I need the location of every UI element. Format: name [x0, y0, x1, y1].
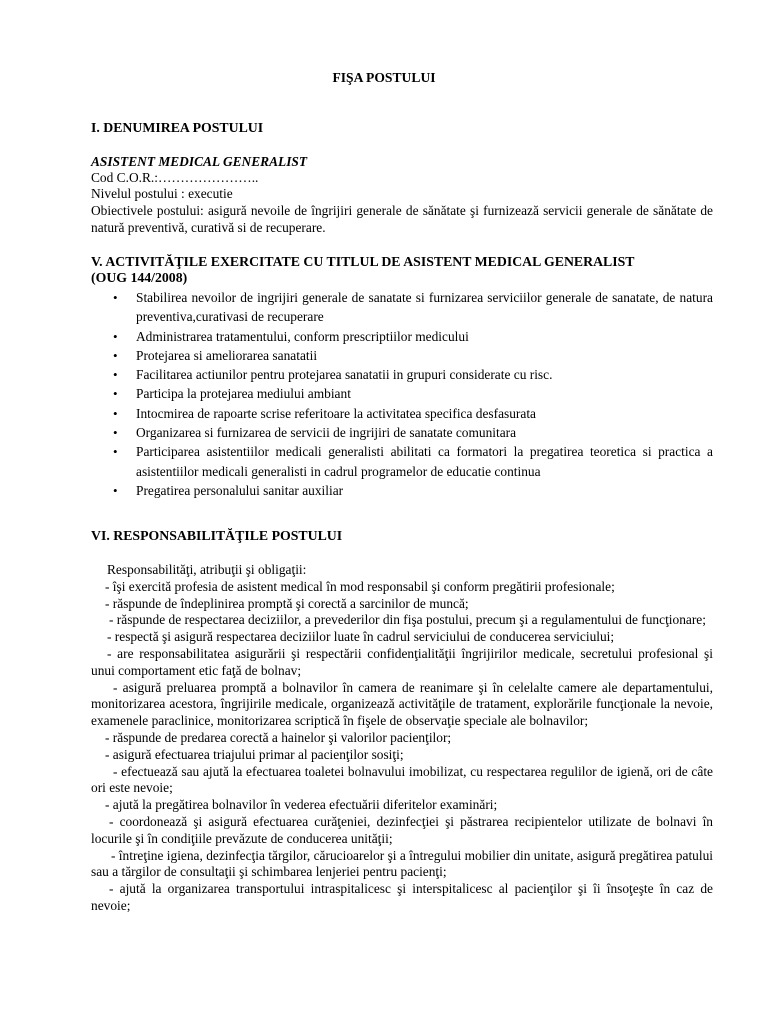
list-item: - efectuează sau ajută la efectuarea toaletei bolnavului imobilizat, cu respectarea regulilor de igienă, ori de câte ori este nevoie;	[91, 763, 713, 796]
cor-code: Cod C.O.R.:…………………..	[91, 170, 259, 185]
list-item: - răspunde de predarea corectă a hainelor şi valorilor pacienţilor;	[105, 729, 452, 745]
job-objectives: Obiectivele postului: asigură nevoile de îngrijiri generale de sănătate şi furnizează servicii generale de sănătate de natură preventivă, curativă si de recuperare.	[91, 203, 713, 235]
list-item: • Intocmirea de rapoarte scrise referitoare la activitatea specifica desfasurata	[91, 404, 713, 423]
responsibilities-text	[91, 562, 713, 915]
document-title: FIŞA POSTULUI	[332, 70, 436, 85]
list-item: • Facilitarea actiunilor pentru protejarea sanatatii in grupuri considerate cu risc.	[91, 365, 713, 384]
job-details	[91, 154, 713, 236]
list-item: • Protejarea si ameliorarea sanatatii	[91, 346, 713, 365]
list-item: - asigură preluarea promptă a bolnavilor în camera de reanimare şi în celelalte camere ale departamentului, monitorizarea acestora, îngrijirile medicale, organizează activităţile de tratament, explorările funcţionale la nevoie, examenele paraclinice, monitorizarea scriptică în fişele de observaţie speciale ale bolnavilor;	[91, 679, 713, 729]
list-item: • Pregatirea personalului sanitar auxiliar	[91, 481, 713, 500]
list-item: - răspunde de respectarea deciziilor, a prevederilor din fişa postului, precum şi a regulamentului de funcţionare;	[109, 612, 706, 628]
section6-heading: VI. RESPONSABILITĂŢILE POSTULUI	[91, 528, 343, 543]
list-item: • Stabilirea nevoilor de ingrijiri generale de sanatate si furnizarea serviciilor generale de sanatate, de natura preventiva,curativasi de recuperare	[91, 288, 713, 327]
list-item: • Administrarea tratamentului, conform prescriptiilor medicului	[91, 327, 713, 346]
section1-heading: I. DENUMIREA POSTULUI	[91, 120, 264, 135]
section5-heading-line1: V. ACTIVITĂŢILE EXERCITATE CU TITLUL DE ASISTENT MEDICAL GENERALIST	[91, 254, 635, 269]
list-item: - întreţine igiena, dezinfecţia tărgilor, cărucioarelor şi a întregului mobilier din unitate, asigură pregătirea patului sau a tărgilor de consultaţii şi schimbarea lenjeriei pentru pacienţi;	[91, 847, 713, 880]
list-item: - ajută la organizarea transportului intraspitalicesc şi interspitalicesc al pacienţilor şi îi însoţeşte în caz de nevoie;	[91, 881, 713, 913]
list-item: - asigură efectuarea triajului primar al pacienţilor sosiţi;	[105, 746, 404, 762]
job-title: ASISTENT MEDICAL GENERALIST	[91, 154, 308, 169]
list-item: - îşi exercită profesia de asistent medical în mod responsabil şi conform pregătirii profesionale;	[105, 578, 615, 594]
section-job-name	[91, 120, 713, 136]
list-item: • Participa la protejarea mediului ambiant	[91, 384, 713, 403]
list-item: - ajută la pregătirea bolnavilor în vederea efectuării diferitelor examinări;	[105, 797, 498, 813]
section5-heading-line2: (OUG 144/2008)	[91, 270, 188, 285]
list-item: • Organizarea si furnizarea de servicii de ingrijiri de sanatate comunitara	[91, 423, 713, 442]
section-activities	[91, 254, 713, 500]
list-item: - răspunde de îndeplinirea promptă şi corectă a sarcinilor de muncă;	[105, 595, 469, 611]
section-responsibilities	[91, 528, 713, 544]
list-item: • Participarea asistentiilor medicali generalisti abilitati ca formatori la pregatirea teoretica si practica a asistentiilor medicali generalisti in cadrul programelor de educatie continua	[91, 442, 713, 481]
responsibilities-intro: Responsabilităţi, atribuţii şi obligaţii:	[107, 562, 307, 577]
job-level: Nivelul postului : executie	[91, 186, 233, 201]
list-item: - respectă şi asigură respectarea deciziilor luate în cadrul serviciului de conducerea serviciului;	[107, 629, 615, 645]
activities-list	[91, 288, 713, 500]
list-item: - are responsabilitatea asigurării şi respectării confidenţialităţii îngrijirilor medicale, secretului profesional şi unui comportament etic faţă de bolnav;	[91, 645, 713, 678]
list-item: - coordonează şi asigură efectuarea curăţeniei, dezinfecţiei şi păstrarea recipientelor utilizate de bolnavi în locurile şi în condiţiile prevăzute de conducerea unităţii;	[91, 813, 713, 846]
